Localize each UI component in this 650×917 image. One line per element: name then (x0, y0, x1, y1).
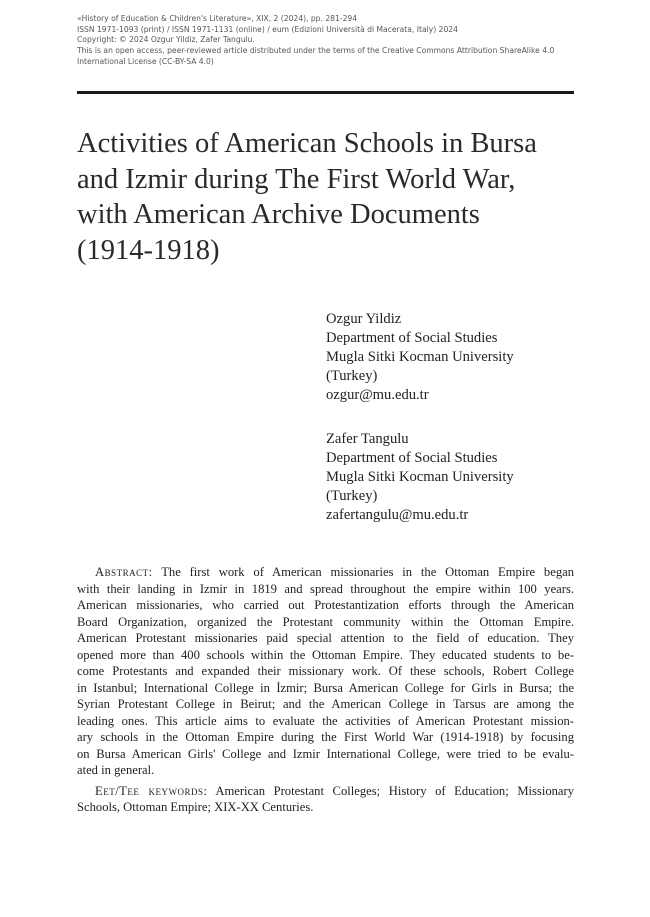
abstract-line: ary schools in the Ottoman Empire during the First World War (1914-1918) by focusing (77, 730, 574, 744)
keywords-paragraph (77, 783, 574, 816)
abstract-line: Abstract: The first work of American missionaries in the Ottoman Empire began (95, 565, 574, 579)
abstract-line: American Protestant missionaries paid special attention to the field of education. They (77, 631, 574, 645)
abstract-section (77, 564, 574, 816)
abstract-line: opened more than 400 schools within the Ottoman Empire. They educated students to be- (77, 647, 574, 662)
abstract-line: Syrian Protestant College in Beirut; and the American College in Tarsus are among the (77, 697, 574, 711)
title-line: Activities of American Schools in Bursa (77, 128, 537, 159)
abstract-line: come Protestants and expanded their missionary work. Of these schools, Robert College (77, 664, 574, 678)
license-line-continued: International License (CC-BY-SA 4.0) (77, 56, 214, 66)
abstract-line: on Bursa American Girls' College and Izmir International College, were tried to be evalu- (77, 746, 574, 761)
author-university: Mugla Sitki Kocman University (326, 348, 514, 365)
header-divider (77, 91, 574, 94)
copyright-line: Copyright: © 2024 Ozgur Yildiz, Zafer Tangulu. (77, 35, 255, 45)
title-line: (1914-1918) (77, 234, 220, 266)
author-department: Department of Social Studies (326, 329, 498, 346)
title-line: and Izmir during The First World War, (77, 163, 516, 195)
author-email: ozgur@mu.edu.tr (326, 386, 429, 403)
author-block-2 (326, 430, 586, 525)
keywords-label: Eet/Tee keywords: (95, 783, 208, 798)
keywords-line: Eet/Tee keywords: American Protestant Colleges; History of Education; Missionary (95, 783, 574, 798)
abstract-line: Board Organization, organized the Protestant community within the Ottoman Empire. (77, 614, 574, 629)
license-line: This is an open access, peer-reviewed article distributed under the terms of the Creative Commons Attribution ShareAlike 4.0 (77, 46, 555, 56)
abstract-line: American missionaries, who carried out Protestantization efforts through the American (77, 598, 574, 612)
keywords-line: Schools, Ottoman Empire; XIX-XX Centuries. (77, 800, 314, 814)
abstract-paragraph (77, 564, 574, 779)
abstract-line: in Istanbul; International College in İzmir; Bursa American College for Girls in Bursa; the (77, 680, 574, 695)
author-university: Mugla Sitki Kocman University (326, 468, 514, 485)
title-line: with American Archive Documents (77, 199, 480, 230)
author-name: Ozgur Yildiz (326, 311, 402, 327)
journal-citation-line: «History of Education & Children's Literature», XIX, 2 (2024), pp. 281-294 (77, 14, 358, 23)
abstract-label: Abstract: (95, 565, 153, 579)
abstract-line: leading ones. This article aims to evaluate the activities of American Protestant mission- (77, 713, 574, 728)
author-name: Zafer Tangulu (326, 431, 409, 447)
author-country: (Turkey) (326, 487, 378, 504)
author-department: Department of Social Studies (326, 449, 498, 466)
author-block-1 (326, 310, 586, 405)
abstract-line: ated in general. (77, 763, 155, 777)
journal-issn-line: ISSN 1971-1093 (print) / ISSN 1971-1131 (online) / eum (Edizioni Università di Macerata, Italy) 2024 (77, 24, 458, 34)
abstract-line: with their landing in Izmir in 1819 and spread throughout the empire within 100 years. (77, 581, 574, 596)
author-email: zafertangulu@mu.edu.tr (326, 506, 469, 523)
author-country: (Turkey) (326, 367, 378, 384)
article-title (77, 126, 577, 268)
journal-header (77, 14, 577, 68)
